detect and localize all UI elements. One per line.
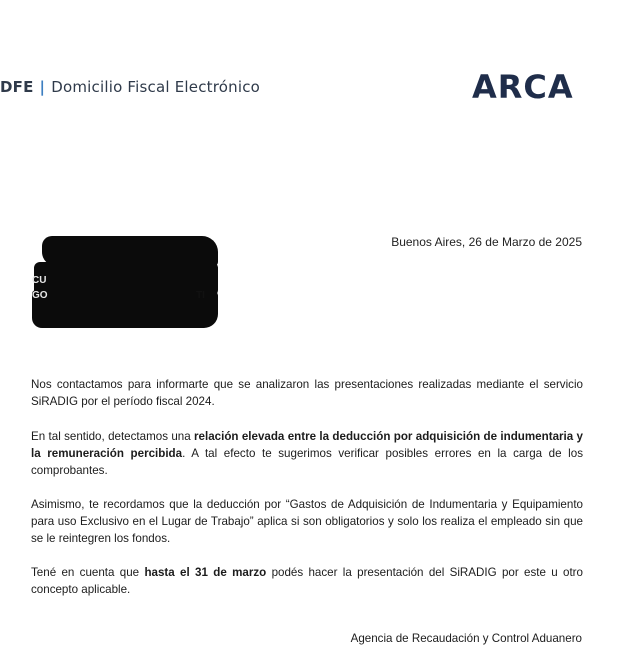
- header-separator: |: [39, 78, 46, 96]
- signature: Agencia de Recaudación y Control Aduanero: [350, 632, 582, 645]
- deadline-highlight: hasta el 31 de marzo: [144, 566, 267, 579]
- service-abbreviation: DFE: [0, 78, 34, 96]
- paragraph-intro: Nos contactamos para informarte que se analizaron las presentaciones realizadas mediante el servicio SiRADIG por el período fiscal 2024.: [31, 378, 583, 408]
- highlighted-finding: relación elevada entre la deducción por adquisición de indumentaria y la remuneración percibida: [31, 430, 583, 460]
- header-brand: [0, 78, 260, 96]
- arca-logo: ARCA: [472, 68, 574, 106]
- recipient-fragment: CU: [32, 275, 47, 286]
- letter-date: Buenos Aires, 26 de Marzo de 2025: [391, 235, 582, 249]
- paragraph-deadline: Tené en cuenta que hasta el 31 de marzo podés hacer la presentación del SiRADIG por este u otro concepto aplicable.: [31, 566, 583, 596]
- recipient-fragment: GO: [32, 290, 48, 301]
- recipient-fragment: TI: [196, 290, 205, 301]
- paragraph-finding: En tal sentido, detectamos una relación elevada entre la deducción por adquisición de indumentaria y la remuneración percibida. A tal efecto te sugerimos verificar posibles errores en la carga de los comprobantes.: [31, 430, 584, 477]
- redacted-recipient: [32, 236, 218, 328]
- service-title: Domicilio Fiscal Electrónico: [51, 78, 261, 96]
- paragraph-reminder: Asimismo, te recordamos que la deducción por “Gastos de Adquisición de Indumentaria y Equipamiento para uso Exclusivo en el Lugar de Trabajo” aplica si son obligatorios y solo los realiza el empleado sin que se le reintegren los fondos.: [31, 498, 583, 545]
